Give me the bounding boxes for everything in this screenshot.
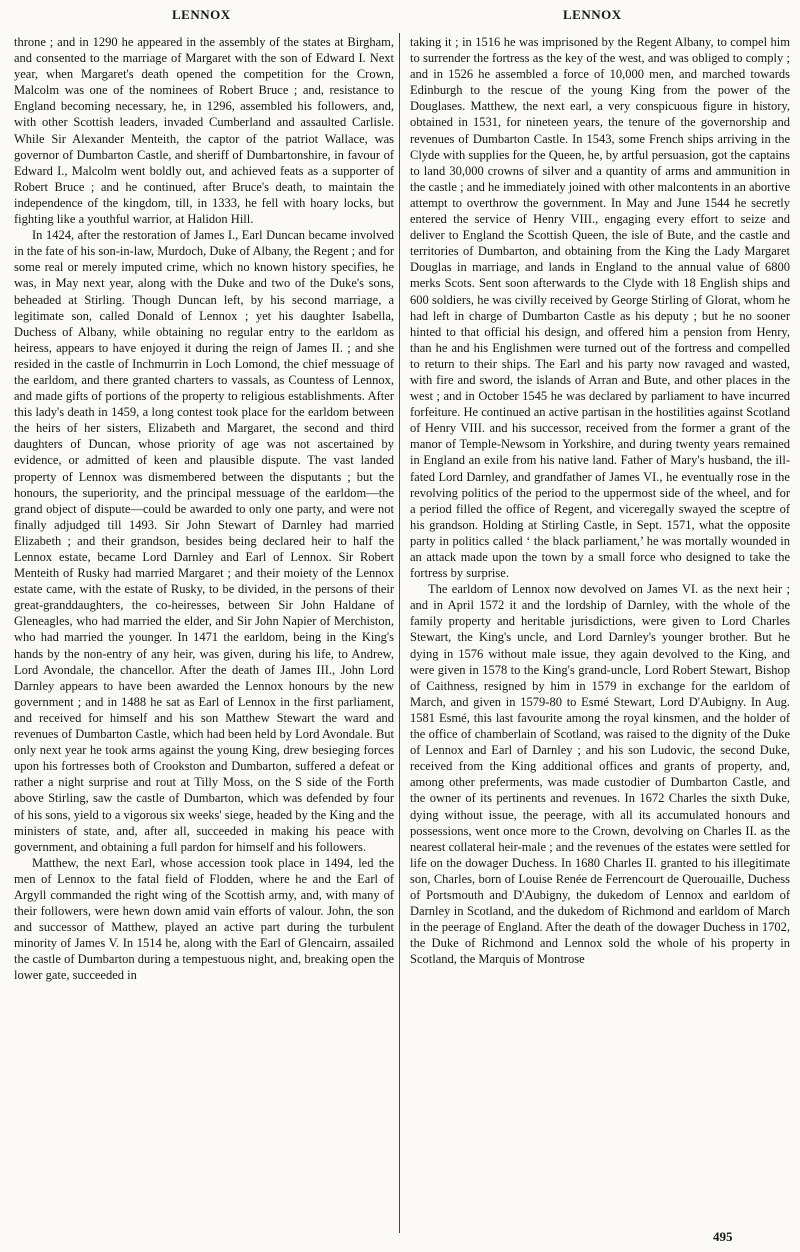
paragraph: throne ; and in 1290 he appeared in the assembly of the states at Birgham, and consented to the marriage of Margaret with the son of Edward I. Next year, when Margaret's death opened the competition for the Crown, Malcolm was one of the nominees of Robert Bruce ; and, resistance to England becoming necessary, he, in 1296, assembled his followers, and, with other Scottish leaders, invaded Cumberland and assaulted Carlisle. While Sir Alexander Menteith, the captor of the patriot Wallace, was governor of Dumbarton Castle, and sheriff of Dumbartonshire, in favour of Edward I., Malcolm went boldly out, and achieved feats as a supporter of Robert Bruce ; and he continued, after Bruce's death, to maintain the independence of the kingdom, till, in 1333, he fell with hoary locks, but fighting like a youthful warrior, at Halidon Hill.	[14, 35, 394, 227]
text-column-right	[410, 34, 790, 1234]
running-header-left: LENNOX	[172, 7, 231, 22]
paragraph: The earldom of Lennox now devolved on James VI. as the next heir ; and in April 1572 it and the lordship of Darnley, with the whole of the family property and heritable jurisdictions, were given to Lord Charles Stewart, the King's uncle, and Lord Darnley's younger brother. But he dying in 1576 without male issue, they again devolved to the King, and were given in 1578 to the King's grand-uncle, Lord Robert Stewart, Bishop of Caithness, resigned by him in 1579 in exchange for the earldom of March, and given in 1579-80 to Esmé Stewart, Lord D'Aubigny. In Aug. 1581 Esmé, this last favourite among the royal kinsmen, and the holder of the office of chamberlain of Scotland, was raised to the dignity of the Duke of Lennox and Earl of Darnley ; and his son Ludovic, the second Duke, received from the King additional offices and grants of property, and, among other preferments, was made custodier of Dumbarton Castle, and the owner of its pertinents and revenues. In 1672 Charles the sixth Duke, dying without issue, the peerage, with all its accumulated honours and possessions, went once more to the Crown, devolving on Charles II. as the nearest collateral heir-male ; and the revenues of the estates were settled for life on the dowager Duchess. In 1680 Charles II. granted to his illegitimate son, Charles, born of Louise Renée de Ferrencourt de Querouaille, Duchess of Portsmouth and D'Aubigny, the dukedom of Lennox and earldom of Darnley in Scotland, and the dukedom of Richmond and earldom of March in the peerage of England. After the death of the dowager Duchess in 1702, the Duke of Richmond and Lennox sold the whole of his property in Scotland, the Marquis of Montrose	[410, 582, 790, 967]
paragraph: In 1424, after the restoration of James I., Earl Duncan became involved in the fate of his son-in-law, Murdoch, Duke of Albany, the Regent ; and for some real or merely imputed crime, which no known history specifies, he was, in May next year, along with the Duke and two of the Duke's sons, beheaded at Stirling. Though Duncan left, by his second marriage, a legitimate son, called Donald of Lennox ; yet his daughter Isabella, Duchess of Albany, while obtaining no regular entry to the earldom as heiress, appears to have enjoyed it during the reign of James II. ; and she resided in the castle of Inchmurrin in Loch Lomond, the chief messuage of the earldom, and there granted charters to vassals, as Countess of Lennox, and made gifts of portions of the property to religious establishments. After this lady's death in 1459, a long contest took place for the earldom between the heirs of her sisters, Elizabeth and Margaret, the second and third daughters of Duncan, whose priority of age was not ascertained by evidence, or admitted of keen and plausible dispute. The vast landed property of Lennox was dismembered between the disputants ; but the honours, the superiority, and the principal messuage of the earldom—the grand object of dispute—could be awarded to only one party, and were not finally adjudged till 1493. Sir John Stewart of Darnley had married Elizabeth ; and their grandson, besides being declared heir to half the Lennox estate, became Lord Darnley and Earl of Lennox. Sir Robert Menteith of Rusky had married Margaret ; and their moiety of the Lennox estate came, with the estate of Rusky, to be divided, in the persons of their great-granddaughters, the co-heiresses, between Sir John Haldane of Gleneagles, who had married the elder, and Sir John Napier of Merchiston, who had married the younger. In 1471 the earldom, being in the King's hands by the non-entry of any heir, was given, during his life, to Andrew, Lord Avondale, the chancellor. After the death of James III., John Lord Darnley appears to have been awarded the Lennox honours by the new government ; and in 1488 he sat as Earl of Lennox in the first parliament, and received for himself and his son Matthew Stewart the ward and revenues of Dumbarton Castle, which had been held by Lord Avondale. But only next year he took arms against the young King, drew besieging forces upon his fortresses both of Crookston and Dumbarton, suffered a defeat or rather a night surprise and rout at Tilly Moss, on the S side of the Forth above Stirling, saw the castle of Dumbarton, which was defended by four of his sons, yield to a vigorous six weeks' siege, headed by the King and the ministers of state, and, after all, succeeded in making his peace with government, and obtaining a full pardon for himself and his followers.	[14, 228, 394, 854]
text-column-left	[14, 34, 394, 1234]
running-header-right: LENNOX	[563, 7, 622, 22]
paragraph: taking it ; in 1516 he was imprisoned by the Regent Albany, to compel him to surrender the fortress as the key of the west, and was obliged to comply ; and in 1526 he assembled a force of 10,000 men, and marched towards Edinburgh to the rescue of the young King from the power of the Douglases. Matthew, the next earl, a very conspicuous figure in history, obtained in 1531, for nineteen years, the tenure of the governorship and revenues of Dumbarton Castle. In 1543, some French ships arriving in the Clyde with supplies for the Queen, he, by artful persuasion, got the captains to land 30,000 crowns of silver and a quantity of arms and ammunition in the castle ; and he immediately joined with other malcontents in an abortive attempt to overthrow the government. In May and June 1544 he secretly entered the service of Henry VIII., engaging every effort to seize and deliver to England the Scottish Queen, the isle of Bute, and the castle and territories of Dumbarton, and obtaining from the King the Lady Margaret Douglas in marriage, and lands in England to the annual value of 6800 merks Scots. Sent soon afterwards to the Clyde with 18 English ships and 600 soldiers, he was civilly received by George Stirling of Glorat, whom he had left in charge of Dumbarton Castle as his deputy ; but he no sooner hinted to that official his design, and offered him a pension from Henry, than he and his Englishmen were turned out of the fortress and compelled to return to their ships. The Earl and his party now ravaged and wasted, with fire and sword, the islands of Arran and Bute, and other places in the west ; and in October 1545 he was declared by parliament to have incurred forfeiture. He continued an active partisan in the hostilities against Scotland of Henry VIII. and his successor, received from the former a grant of the manor of Temple-Newsom in Yorkshire, and during twenty years remained in England an exile from his native land. Father of Mary's husband, the ill-fated Lord Darnley, and grandfather of James VI., he eventually rose in the revolving politics of the period to the uppermost side of the wheel, and for a period filled the office of Regent, and viceregally swayed the sceptre of his grandson. Holding at Stirling Castle, in Sept. 1571, what the opposite party in politics called ‘ the black parliament,’ he was mortally wounded in an attack made upon the town by a small force who designed to take the fortress by surprise.	[410, 35, 790, 581]
paragraph: Matthew, the next Earl, whose accession took place in 1494, led the men of Lennox to the fatal field of Flodden, where he and the Earl of Argyll commanded the right wing of the Scottish army, and, with many of their followers, were hewn down amid vain efforts of valour. John, the son and successor of Matthew, played an active part during the turbulent minority of James V. In 1514 he, along with the Earl of Glencairn, assailed the castle of Dumbarton during a tempestuous night, and, breaking open the lower gate, succeeded in	[14, 855, 394, 983]
page-number: 495	[713, 1229, 733, 1244]
column-divider	[399, 33, 400, 1233]
